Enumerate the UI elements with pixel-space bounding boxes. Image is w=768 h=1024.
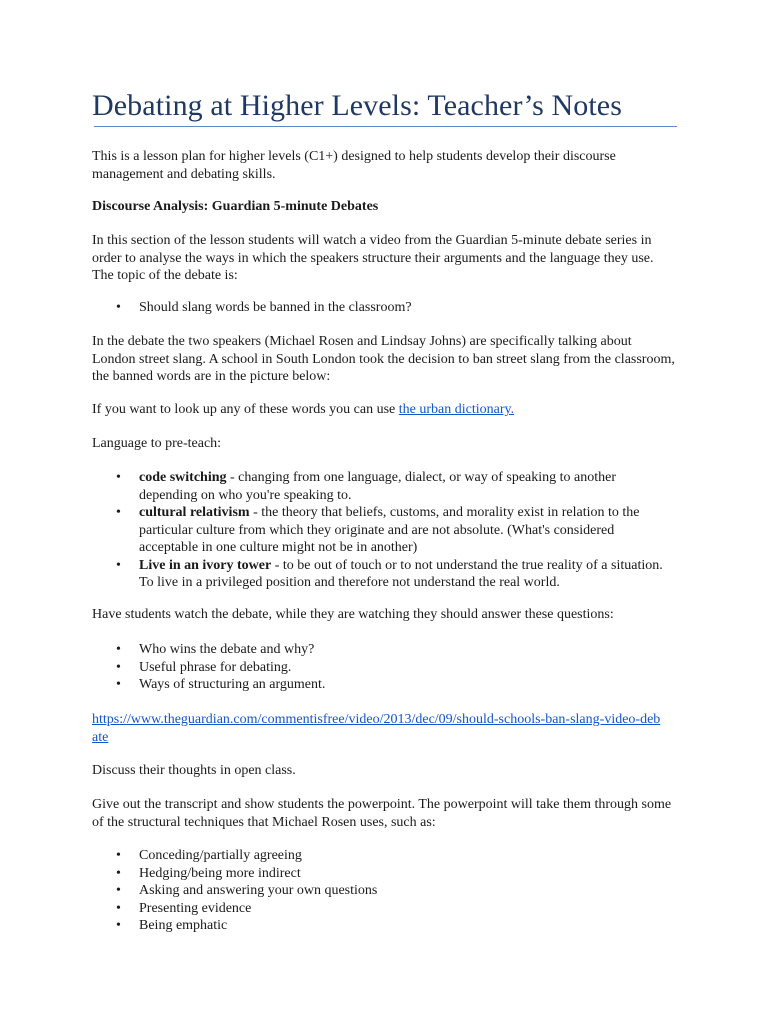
topic-text: Should slang words be banned in the classroom?: [139, 300, 412, 315]
technique-text: Being emphatic: [139, 918, 228, 933]
section-heading-text: Discourse Analysis: Guardian 5-minute Debates: [92, 199, 379, 214]
preteach-label: Language to pre-teach:: [92, 436, 222, 451]
bullet-icon: •: [116, 505, 121, 520]
guardian-video-link[interactable]: https://www.theguardian.com/commentisfree/video/2013/dec/09/should-schools-ban-slang-video-debate: [92, 712, 661, 745]
question-text: Ways of structuring an argument.: [139, 677, 326, 692]
bullet-icon: •: [116, 883, 121, 898]
list-item: [92, 847, 676, 865]
section-heading: [92, 198, 676, 216]
bullet-icon: •: [116, 300, 121, 315]
question-text: Useful phrase for debating.: [139, 659, 292, 675]
list-item: [92, 917, 676, 935]
transcript-instruction: Give out the transcript and show students the powerpoint. The powerpoint will take them through some of the structural techniques that Michael Rosen uses, such as:: [92, 797, 672, 830]
question-text: Who wins the debate and why?: [139, 642, 315, 657]
lookup-text: If you want to look up any of these words you can use: [92, 402, 399, 417]
vocab-term: cultural relativism: [139, 505, 250, 520]
vocab-term: Live in an ivory tower: [139, 557, 272, 573]
vocab-item: [92, 504, 676, 557]
bullet-icon: •: [116, 642, 121, 657]
discuss-paragraph: Discuss their thoughts in open class.: [92, 763, 296, 778]
debate-context-paragraph: In the debate the two speakers (Michael Rosen and Lindsay Johns) are specifically talking about London street slang. A school in South London took the decision to ban street slang from the classroom, the banned words are in the picture below:: [92, 334, 675, 384]
technique-text: Presenting evidence: [139, 900, 252, 916]
section-intro-paragraph: In this section of the lesson students will watch a video from the Guardian 5-minute debate series in order to analyse the ways in which the speakers structure their arguments and the language they use. The topic of the debate is:: [92, 233, 654, 283]
bullet-icon: •: [116, 659, 121, 675]
vocab-list: [92, 469, 676, 592]
vocab-definition: - the theory that beliefs, customs, and morality exist in relation to the particular culture from which they originate and are not absolute. (What's considered acceptable in one culture might not be in another): [139, 505, 640, 555]
vocab-term: code switching: [139, 470, 227, 485]
bullet-icon: •: [116, 470, 121, 485]
title-underline-rule: [94, 126, 677, 127]
bullet-icon: •: [116, 557, 121, 573]
video-url-paragraph: [92, 711, 662, 746]
vocab-definition: - to be out of touch or to not understand the true reality of a situation. To live in a privileged position and therefore not understand the real world.: [139, 557, 663, 590]
questions-list: [92, 641, 676, 694]
list-item: [92, 641, 676, 659]
list-item: [92, 882, 676, 900]
page-title: Debating at Higher Levels: Teacher’s Notes: [92, 89, 622, 122]
bullet-icon: •: [116, 865, 121, 881]
vocab-item: [92, 557, 676, 592]
lookup-paragraph: [92, 401, 676, 419]
technique-text: Asking and answering your own questions: [139, 883, 378, 898]
vocab-definition: - changing from one language, dialect, or way of speaking to another depending on who you're speaking to.: [139, 470, 617, 503]
technique-text: Hedging/being more indirect: [139, 865, 301, 881]
vocab-item: [92, 469, 676, 504]
topic-list: [92, 299, 676, 317]
list-item: [92, 676, 676, 694]
bullet-icon: •: [116, 900, 121, 916]
list-item: [92, 900, 676, 918]
bullet-icon: •: [116, 677, 121, 692]
technique-text: Conceding/partially agreeing: [139, 848, 302, 863]
bullet-icon: •: [116, 848, 121, 863]
techniques-list: [92, 847, 676, 935]
list-item: [92, 865, 676, 883]
bullet-icon: •: [116, 918, 121, 933]
intro-paragraph: This is a lesson plan for higher levels (C1+) designed to help students develop their discourse management and debating skills.: [92, 149, 616, 182]
watch-instruction: Have students watch the debate, while they are watching they should answer these questions:: [92, 607, 614, 622]
list-item: [92, 659, 676, 677]
list-item: [92, 299, 676, 317]
urban-dictionary-link[interactable]: the urban dictionary.: [398, 402, 515, 417]
